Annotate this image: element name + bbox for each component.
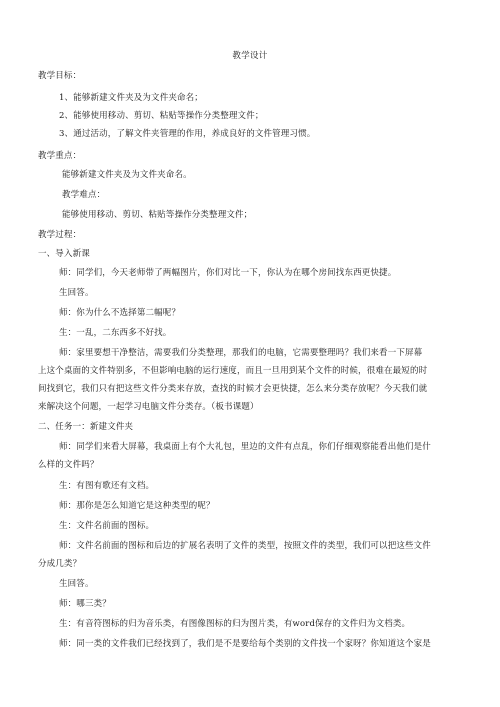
- dialogue-line: 师：哪三类？: [59, 599, 111, 609]
- dialogue-line: 师：同学们，今天老师带了两幅图片，你们对比一下，你认为在哪个房间找东西更快捷。: [59, 268, 397, 278]
- paragraph-line: 么样的文件吗？: [38, 460, 99, 470]
- paragraph-line: 师：同一类的文件我们已经找到了，我们是不是要给每个类别的文件找一个家呀？你知道这个家是: [59, 639, 431, 649]
- heading-objectives: 教学目标：: [38, 71, 82, 81]
- paragraph-line: 分成几类？: [38, 559, 82, 569]
- dialogue-line: 生：有音符图标的归为音乐类，有图像图标的归为图片类，有word保存的文件归为文档类。: [59, 619, 411, 629]
- paragraph-line: 来解决这个问题，一起学习电脑文件分类存。（板书课题）: [38, 402, 259, 412]
- dialogue-line: 师：那你是怎么知道它是这种类型的呢？: [59, 501, 215, 511]
- difficulty-text: 能够使用移动、剪切、粘贴等操作分类整理文件；: [62, 210, 253, 220]
- objective-item: 1、能够新建文件夹及为文件夹命名；: [59, 93, 203, 103]
- dialogue-line: 生：一乱，二东西多不好找。: [59, 328, 172, 338]
- section-heading: 一、导入新课: [38, 249, 90, 259]
- paragraph-line: 师：家里要想干净整洁，需要我们分类整理，那我们的电脑，它需要整理吗？我们来看一下屏幕: [59, 348, 423, 358]
- dialogue-line: 生：有图有歌还有文档。: [59, 481, 155, 491]
- objective-item: 2、能够使用移动、剪切、粘贴等操作分类整理文件；: [59, 111, 264, 121]
- dialogue-line: 生回答。: [59, 579, 94, 589]
- key-point-text: 能够新建文件夹及为文件夹命名。: [62, 170, 192, 180]
- dialogue-line: 生回答。: [59, 288, 94, 298]
- paragraph-line: 师：文件名前面的图标和后边的扩展名表明了文件的类型，按照文件的类型，我们可以把这些文件: [59, 541, 431, 551]
- dialogue-line: 生：文件名前面的图标。: [59, 521, 155, 531]
- heading-process: 教学过程：: [38, 230, 82, 240]
- dialogue-line: 师：你为什么不选择第二幅呢？: [59, 308, 181, 318]
- heading-key-points: 教学重点：: [38, 151, 82, 161]
- paragraph-line: 间找到它，我们只有把这些文件分类来存放，查找的时候才会更快捷，怎么来分类存放呢？今天我们就: [38, 384, 428, 394]
- section-heading: 二、任务一：新建文件夹: [38, 422, 134, 432]
- paragraph-line: 上这个桌面的文件特别多，不但影响电脑的运行速度，而且一旦用到某个文件的时候，很难在最短的时: [38, 366, 428, 376]
- objective-item: 3、通过活动，了解文件夹管理的作用，养成良好的文件管理习惯。: [59, 129, 316, 139]
- document-title: 教学设计: [232, 51, 268, 61]
- heading-difficulties: 教学难点：: [62, 190, 106, 200]
- paragraph-line: 师：同学们来看大屏幕，我桌面上有个大礼包，里边的文件有点乱，你们仔细观察能看出他们是什: [59, 442, 431, 452]
